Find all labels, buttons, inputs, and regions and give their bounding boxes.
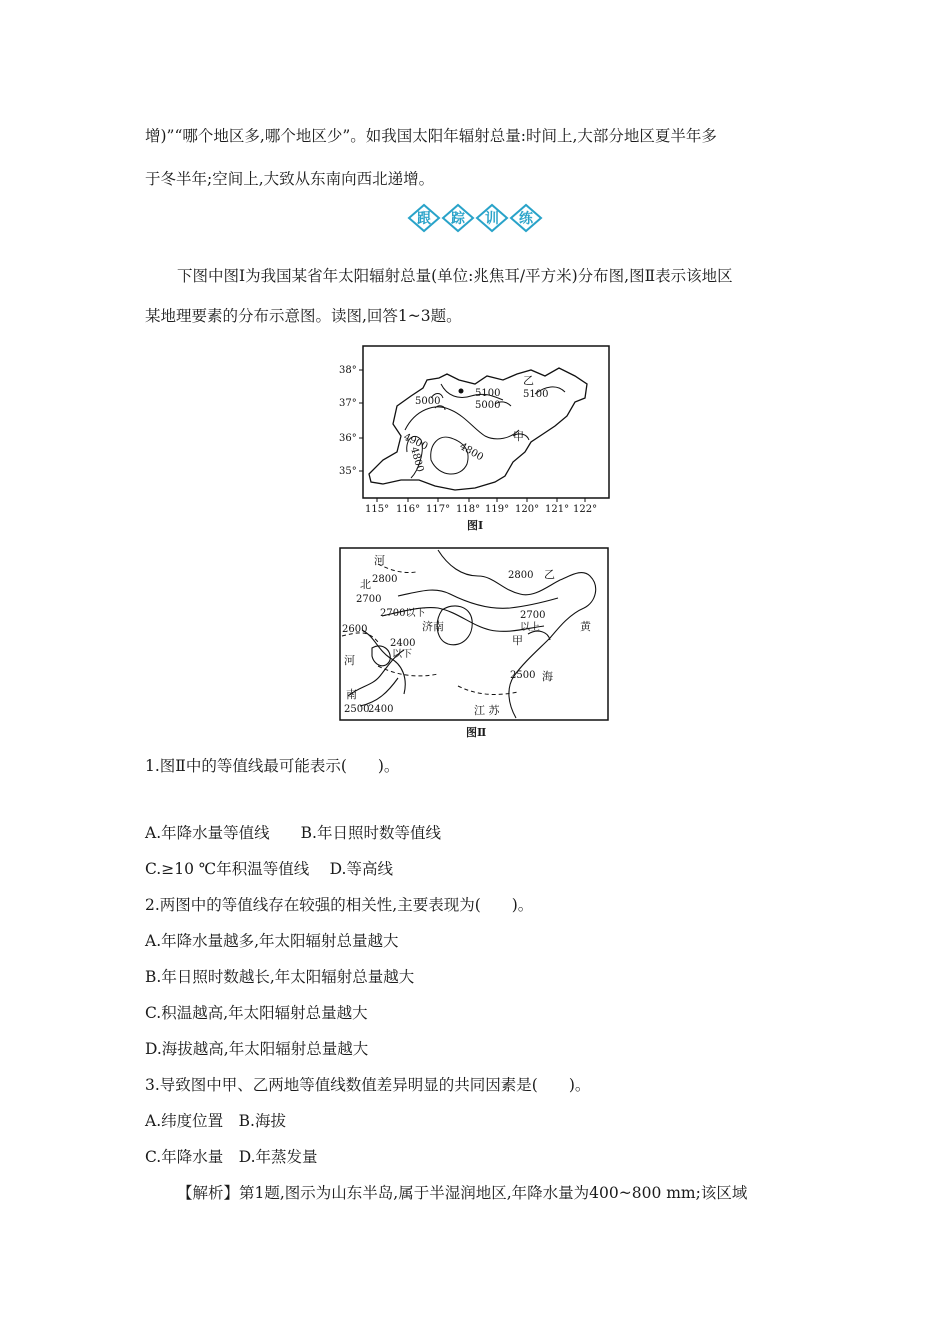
intro-line-1: 增)”“哪个地区多,哪个地区少”。如我国太阳年辐射总量:时间上,大部分地区夏半年多 — [145, 127, 717, 145]
question-2-option: A.年降水量越多,年太阳辐射总量越大 — [145, 932, 399, 950]
sea-label-huang: 黄 — [580, 620, 591, 633]
region-label-jiangsu: 江 苏 — [474, 704, 500, 717]
question-intro-line-2: 某地理要素的分布示意图。读图,回答1~3题。 — [145, 307, 462, 325]
contour-label: 5000 — [475, 400, 501, 411]
badge-char: 练 — [519, 211, 533, 227]
contour-label: 2500 — [344, 704, 370, 715]
lon-label: 116° — [396, 504, 421, 515]
question-3-stem: 3.导致图中甲、乙两地等值线数值差异明显的共同因素是( )。 — [145, 1076, 591, 1094]
lon-label: 117° — [426, 504, 451, 515]
lat-label: 38° — [339, 365, 357, 376]
region-label-nan: 南 — [346, 688, 357, 701]
question-1-options: C.≥10 ℃年积温等值线 D.等高线 — [145, 860, 393, 878]
badge-char: 跟 — [417, 211, 431, 227]
sea-label-hai: 海 — [542, 670, 553, 683]
contour-label: 2400 — [368, 704, 394, 715]
question-2-stem: 2.两图中的等值线存在较强的相关性,主要表现为( )。 — [145, 896, 534, 914]
contour-label: 4800 — [457, 441, 486, 464]
region-label-bei: 北 — [360, 578, 371, 591]
lat-label: 35° — [339, 466, 357, 477]
city-label-jinan: 济南 — [422, 620, 444, 633]
contour-label: 4800 — [408, 445, 426, 474]
contour-label: 2600 — [342, 624, 368, 635]
contour-label: 5000 — [415, 396, 441, 407]
contour-label: 5100 — [523, 389, 549, 400]
contour-label: 5100 — [475, 388, 501, 399]
contour-label: 2700以下 — [380, 608, 426, 619]
question-intro-line-1: 下图中图Ⅰ为我国某省年太阳辐射总量(单位:兆焦耳/平方米)分布图,图Ⅱ表示该地区 — [177, 267, 733, 285]
contour-label: 2400 — [390, 638, 416, 649]
place-label-yi: 乙 — [523, 374, 534, 387]
lon-label: 120° — [515, 504, 540, 515]
question-2-option: C.积温越高,年太阳辐射总量越大 — [145, 1004, 368, 1022]
intro-line-2: 于冬半年;空间上,大致从东南向西北递增。 — [145, 170, 435, 188]
question-1-options: A.年降水量等值线 B.年日照时数等值线 — [145, 824, 441, 842]
lon-label: 115° — [365, 504, 390, 515]
question-1-stem: 1.图Ⅱ中的等值线最可能表示( )。 — [145, 757, 400, 775]
question-3-options: A.纬度位置 B.海拔 — [145, 1112, 286, 1130]
region-label-he: 河 — [374, 554, 385, 567]
lat-label: 36° — [339, 433, 357, 444]
contour-label: 2700 — [356, 594, 382, 605]
contour-label: 以下 — [392, 649, 412, 660]
contour-label: 4900 — [401, 431, 430, 453]
lat-label: 37° — [339, 398, 357, 409]
lon-label: 119° — [485, 504, 510, 515]
contour-label: 2800 — [372, 574, 398, 585]
lon-label: 122° — [573, 504, 598, 515]
place-label-jia: 甲 — [512, 634, 523, 647]
figure-2-caption: 图Ⅱ — [466, 726, 487, 739]
badge-char: 踪 — [451, 211, 465, 227]
analysis-text: 【解析】第1题,图示为山东半岛,属于半湿润地区,年降水量为400~800 mm;该区域 — [177, 1184, 748, 1202]
question-3-options: C.年降水量 D.年蒸发量 — [145, 1148, 318, 1166]
place-label-jia: 甲 — [513, 430, 524, 443]
figure-2-element-map — [338, 546, 610, 728]
contour-label: 2500 — [510, 670, 536, 681]
place-label-yi: 乙 — [544, 568, 555, 581]
figure-1-caption: 图Ⅰ — [467, 519, 484, 532]
question-2-option: B.年日照时数越长,年太阳辐射总量越大 — [145, 968, 415, 986]
badge-char: 训 — [485, 211, 499, 227]
region-label-he2: 河 — [344, 654, 355, 667]
lon-label: 118° — [456, 504, 481, 515]
contour-label: 2800 — [508, 570, 534, 581]
question-2-option: D.海拔越高,年太阳辐射总量越大 — [145, 1040, 369, 1058]
section-badge — [406, 203, 544, 233]
figure-1-solar-radiation-map — [335, 340, 615, 540]
lon-label: 121° — [545, 504, 570, 515]
contour-label: 2700 — [520, 610, 546, 621]
contour-label: 以上 — [520, 622, 540, 633]
